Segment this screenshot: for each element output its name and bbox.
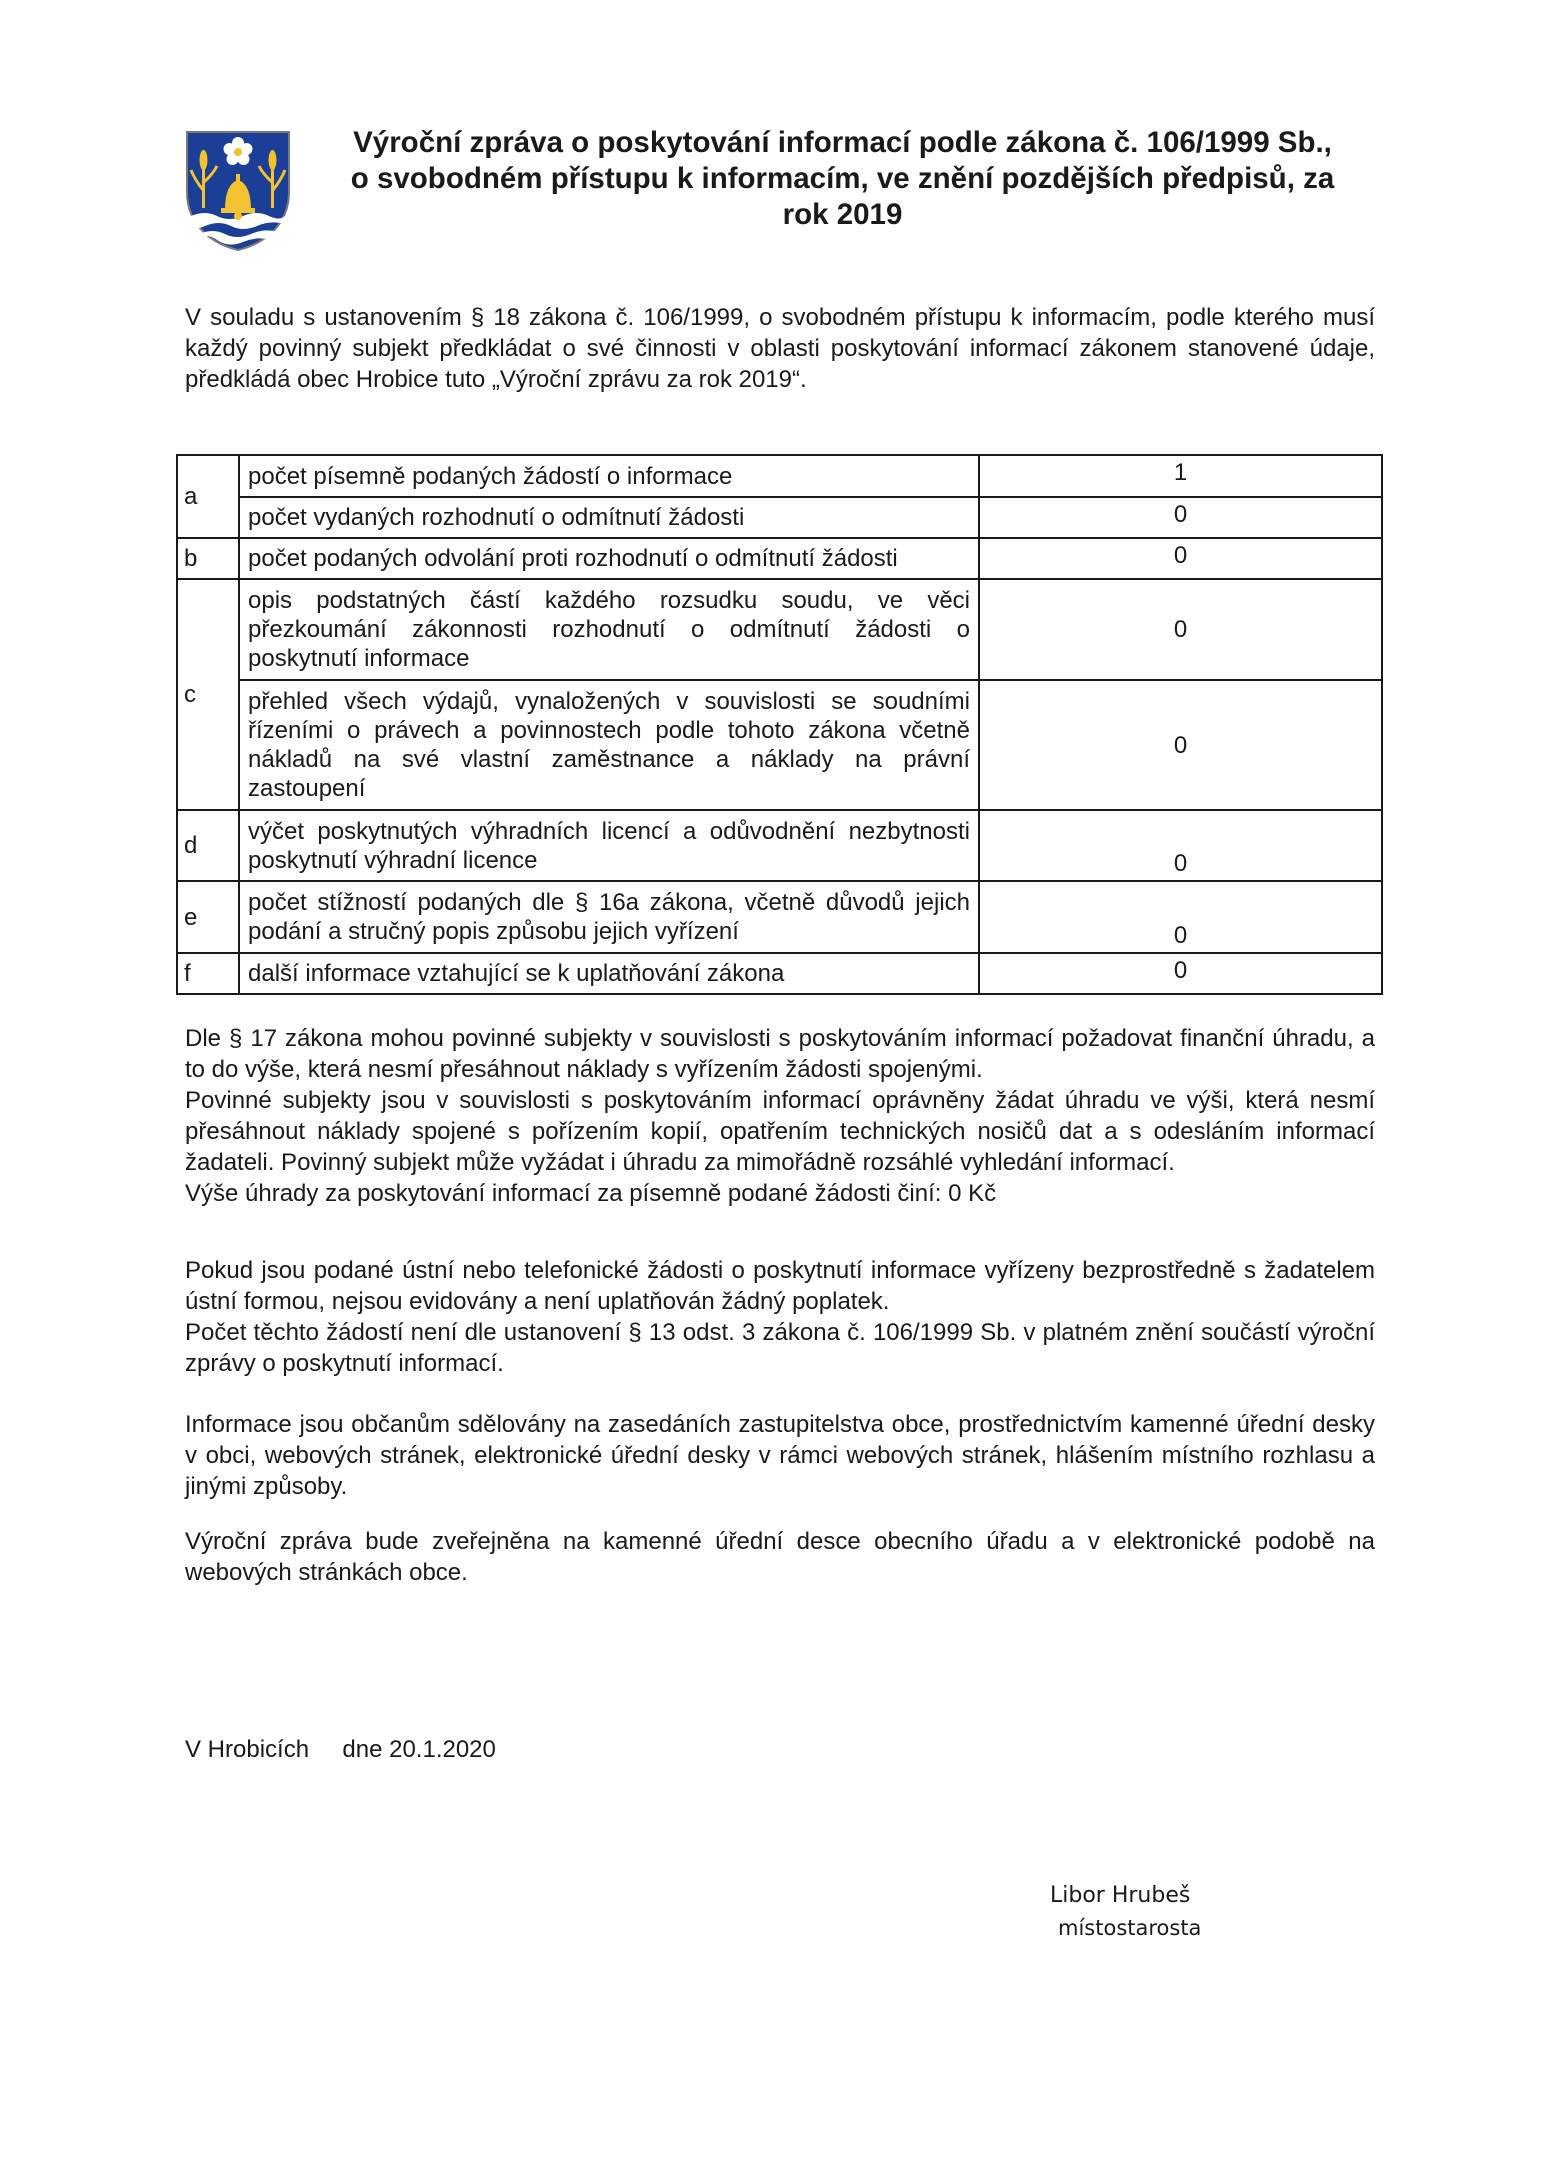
fees-section <box>185 1023 1375 1209</box>
title-line-1: Výroční zpráva o poskytování informací podle zákona č. 106/1999 Sb., <box>353 126 1332 159</box>
table-row <box>177 810 1382 881</box>
hrobice-coat-of-arms-icon <box>185 130 291 252</box>
signer-role: místostarosta <box>1058 1916 1202 1940</box>
fees-paragraph-3: Výše úhrady za poskytování informací za písemně podané žádosti činí: 0 Kč <box>185 1180 997 1207</box>
signer-name: Libor Hrubeš <box>1050 1883 1191 1908</box>
row-description: počet písemně podaných žádostí o informace <box>239 455 979 497</box>
fees-paragraph-1: Dle § 17 zákona mohou povinné subjekty v souvislosti s poskytováním informací požadovat finanční úhradu, a to do výše, která nesmí přesáhnout náklady s vyřízením žádosti spojenými. <box>185 1025 1375 1083</box>
table-row <box>177 953 1382 994</box>
title-line-3: rok 2019 <box>782 198 903 231</box>
row-description: opis podstatných částí každého rozsudku soudu, ve věci přezkoumání zákonnosti rozhodnutí o odmítnutí žádosti o poskytnutí informace <box>239 579 979 680</box>
channels-paragraph <box>185 1409 1375 1502</box>
table-row <box>177 680 1382 810</box>
row-description: přehled všech výdajů, vynaložených v souvislosti se soudními řízeními o právech a povinnostech podle tohoto zákona včetně nákladů na své vlastní zaměstnance a náklady na právní zastoupení <box>239 680 979 810</box>
row-value: 0 <box>979 538 1382 579</box>
table-row <box>177 881 1382 953</box>
channels-text: Informace jsou občanům sdělovány na zasedáních zastupitelstva obce, prostřednictvím kamenné úřední desky v obci, webových stránek, elektronické úřední desky v rámci webových stránek, hlášením místního rozhlasu a jinými způsoby. <box>185 1411 1375 1500</box>
date: dne 20.1.2020 <box>342 1736 496 1763</box>
row-label: d <box>177 810 239 881</box>
row-description: počet podaných odvolání proti rozhodnutí o odmítnutí žádosti <box>239 538 979 579</box>
statistics-table <box>176 454 1383 995</box>
place: V Hrobicích <box>185 1736 310 1763</box>
table-row <box>177 455 1382 497</box>
signature-block <box>1050 1880 1201 1944</box>
page-title <box>300 125 1385 233</box>
row-label: b <box>177 538 239 579</box>
table-row <box>177 579 1382 680</box>
title-line-2: o svobodném přístupu k informacím, ve znění pozdějších předpisů, za <box>350 162 1335 195</box>
publication-paragraph <box>185 1526 1375 1588</box>
intro-text: V souladu s ustanovením § 18 zákona č. 106/1999, o svobodném přístupu k informacím, podle kterého musí každý povinný subjekt předkládat o své činnosti v oblasti poskytování informací zákonem stanovené údaje, předkládá obec Hrobice tuto „Výroční zprávu za rok 2019“. <box>185 304 1375 393</box>
row-description: počet vydaných rozhodnutí o odmítnutí žádosti <box>239 497 979 538</box>
row-value: 0 <box>979 497 1382 538</box>
row-value: 0 <box>979 881 1382 953</box>
row-label: e <box>177 881 239 953</box>
row-label: c <box>177 579 239 810</box>
oral-requests-section <box>185 1255 1375 1379</box>
row-value: 0 <box>979 953 1382 994</box>
row-label: a <box>177 455 239 538</box>
row-value: 1 <box>979 455 1382 497</box>
oral-paragraph-1: Pokud jsou podané ústní nebo telefonické žádosti o poskytnutí informace vyřízeny bezprostředně s žadatelem ústní formou, nejsou evidovány a není uplatňován žádný poplatek. <box>185 1257 1375 1315</box>
row-description: počet stížností podaných dle § 16a zákona, včetně důvodů jejich podání a stručný popis způsobu jejich vyřízení <box>239 881 979 953</box>
row-value: 0 <box>979 579 1382 680</box>
row-value: 0 <box>979 810 1382 881</box>
row-label: f <box>177 953 239 994</box>
row-value: 0 <box>979 680 1382 810</box>
row-description: další informace vztahující se k uplatňování zákona <box>239 953 979 994</box>
fees-paragraph-2: Povinné subjekty jsou v souvislosti s poskytováním informací oprávněny žádat úhradu ve výši, která nesmí přesáhnout náklady spojené s pořízením kopií, opatřením technických nosičů dat a s odesláním informací žadateli. Povinný subjekt může vyžádat i úhradu za mimořádně rozsáhlé vyhledání informací. <box>185 1087 1375 1176</box>
publication-text: Výroční zpráva bude zveřejněna na kamenné úřední desce obecního úřadu a v elektronické podobě na webových stránkách obce. <box>185 1528 1375 1586</box>
intro-paragraph <box>185 302 1375 395</box>
table-row <box>177 538 1382 579</box>
oral-paragraph-2: Počet těchto žádostí není dle ustanovení § 13 odst. 3 zákona č. 106/1999 Sb. v platném znění součástí výroční zprávy o poskytnutí informací. <box>185 1319 1375 1377</box>
row-description: výčet poskytnutých výhradních licencí a odůvodnění nezbytnosti poskytnutí výhradní licence <box>239 810 979 881</box>
place-date-line <box>185 1736 496 1764</box>
table-row <box>177 497 1382 538</box>
